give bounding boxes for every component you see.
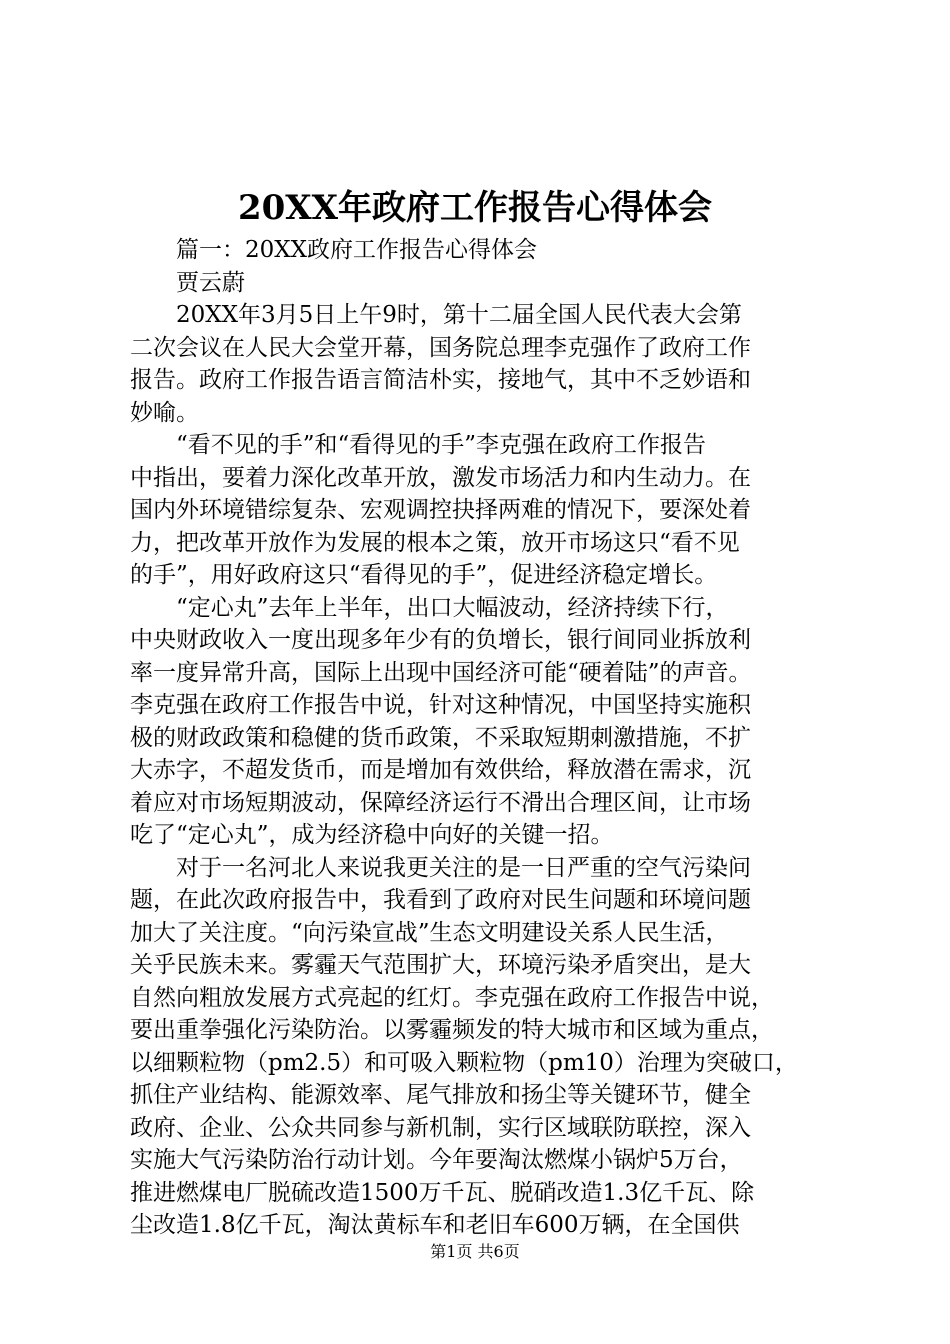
text-line-author: 贾云蔚 xyxy=(176,269,245,296)
text-line: 要出重拳强化污染防治。以雾霾频发的特大城市和区域为重点， xyxy=(130,1017,774,1043)
document-title: 20XX年政府工作报告心得体会 xyxy=(237,188,713,228)
text-line: 自然向粗放发展方式亮起的红灯。李克强在政府工作报告中说， xyxy=(130,984,774,1011)
text-line: 尘改造1.8亿千瓦，淘汰黄标车和老旧车600万辆，在全国供 xyxy=(130,1212,740,1238)
text-line: 关乎民族未来。雾霾天气范围扩大，环境污染矛盾突出，是大 xyxy=(130,952,751,978)
text-line: 中指出，要着力深化改革开放，激发市场活力和内生动力。在 xyxy=(130,464,751,491)
text-line: 20XX年3月5日上午9时，第十二届全国人民代表大会第 xyxy=(176,302,742,328)
text-line: 题，在此次政府报告中，我看到了政府对民生问题和环境问题 xyxy=(130,887,751,913)
text-line: 以细颗粒物（pm2.5）和可吸入颗粒物（pm10）治理为突破口， xyxy=(130,1049,798,1076)
text-line: 极的财政政策和稳健的货币政策，不采取短期刺激措施，不扩 xyxy=(130,724,751,751)
text-line: 政府、企业、公众共同参与新机制，实行区域联防联控，深入 xyxy=(130,1114,751,1141)
text-line: “定心丸”去年上半年，出口大幅波动，经济持续下行， xyxy=(176,594,729,621)
text-line: 国内外环境错综复杂、宏观调控抉择两难的情况下，要深处着 xyxy=(130,497,751,523)
text-line: 抓住产业结构、能源效率、尾气排放和扬尘等关键环节，健全 xyxy=(130,1082,751,1108)
text-line: 对于一名河北人来说我更关注的是一日严重的空气污染问 xyxy=(176,854,751,881)
text-line: 报告。政府工作报告语言简洁朴实，接地气，其中不乏妙语和 xyxy=(130,367,751,393)
text-line-subtitle: 篇一：20XX政府工作报告心得体会 xyxy=(176,237,538,263)
text-line: 加大了关注度。“向污染宣战”生态文明建设关系人民生活， xyxy=(130,919,729,946)
text-line: “看不见的手”和“看得见的手”李克强在政府工作报告 xyxy=(176,432,707,458)
text-line: 率一度异常升高，国际上出现中国经济可能“硬着陆”的声音。 xyxy=(130,659,752,686)
text-line: 实施大气污染防治行动计划。今年要淘汰燃煤小锅炉5万台， xyxy=(130,1147,743,1173)
text-line: 中央财政收入一度出现多年少有的负增长，银行间同业拆放利 xyxy=(130,627,751,653)
text-line: 吃了“定心丸”，成为经济稳中向好的关键一招。 xyxy=(130,822,614,848)
text-line: 大赤字，不超发货币，而是增加有效供给，释放潜在需求，沉 xyxy=(130,757,751,783)
document-body xyxy=(130,234,830,1242)
text-line: 的手”，用好政府这只“看得见的手”，促进经济稳定增长。 xyxy=(130,562,718,588)
text-line: 着应对市场短期波动，保障经济运行不滑出合理区间，让市场 xyxy=(130,789,751,816)
text-line: 妙喻。 xyxy=(130,399,199,426)
text-line: 二次会议在人民大会堂开幕，国务院总理李克强作了政府工作 xyxy=(130,334,751,361)
text-line: 推进燃煤电厂脱硫改造1500万千瓦、脱硝改造1.3亿千瓦、除 xyxy=(130,1179,755,1206)
page-footer: 第1页 共6页 xyxy=(430,1242,520,1261)
text-line: 李克强在政府工作报告中说，针对这种情况，中国坚持实施积 xyxy=(130,692,751,718)
text-line: 力，把改革开放作为发展的根本之策，放开市场这只“看不见 xyxy=(130,529,740,556)
